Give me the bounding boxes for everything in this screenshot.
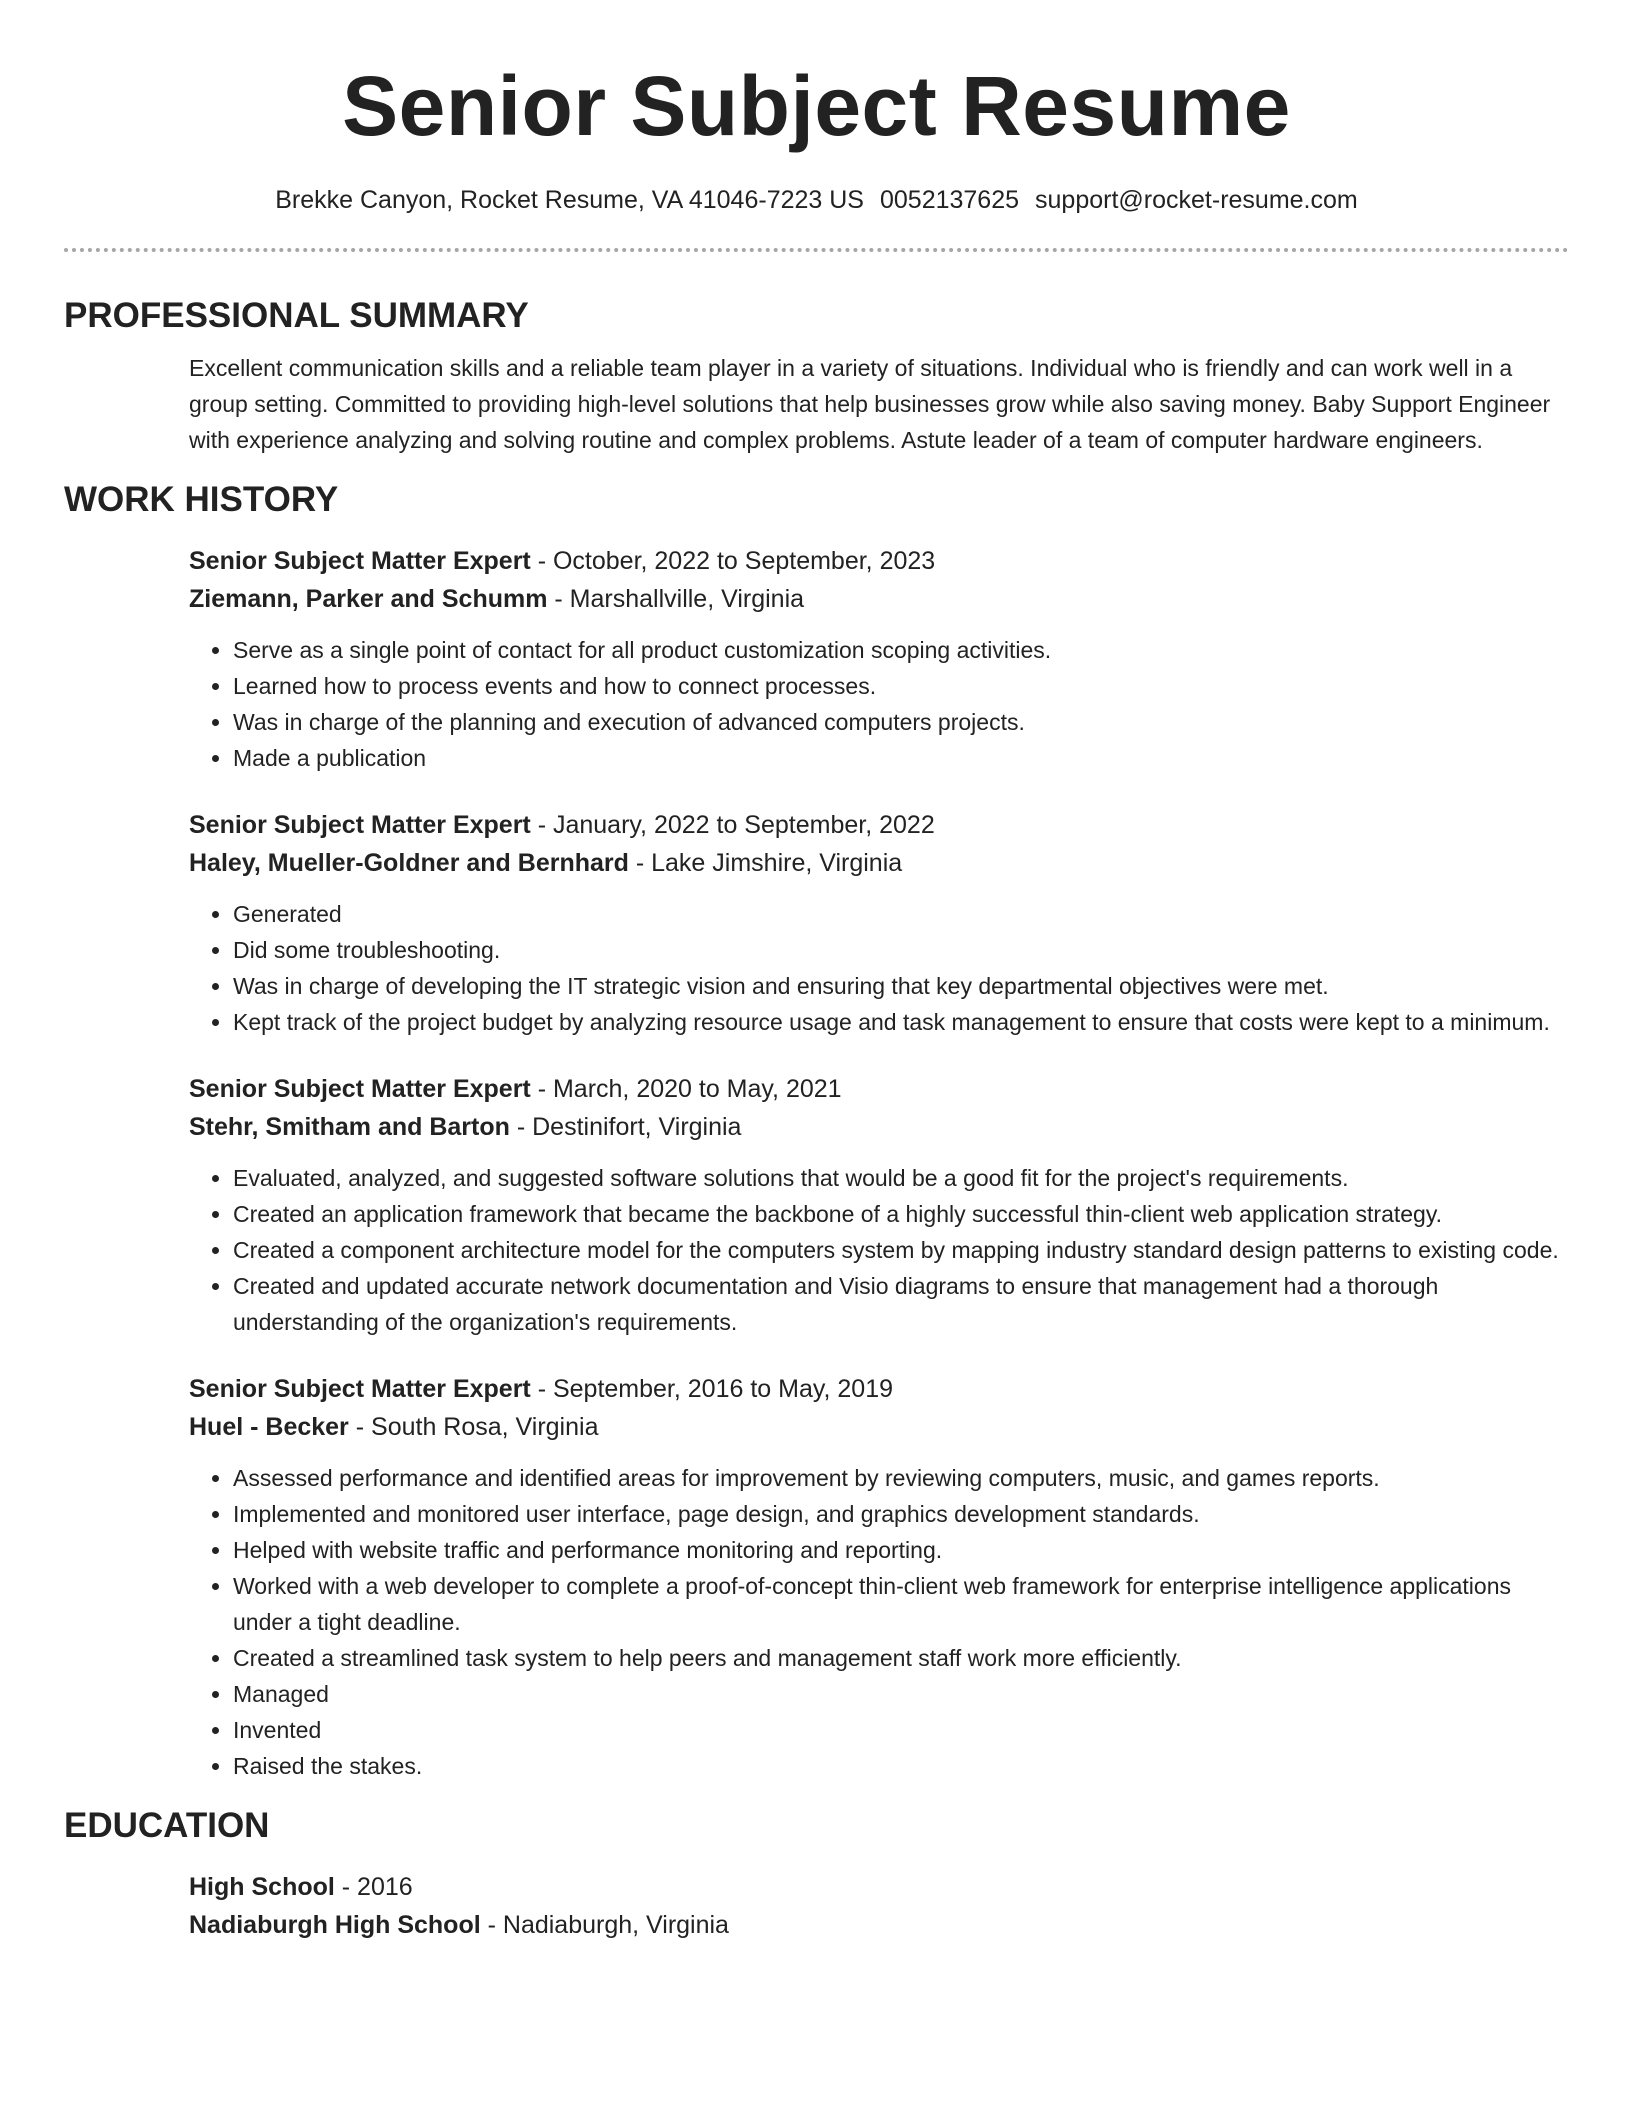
job-role: Senior Subject Matter Expert	[189, 547, 531, 575]
job-dates: - January, 2022 to September, 2022	[530, 811, 935, 839]
job-role: Senior Subject Matter Expert	[189, 1075, 531, 1103]
job-bullet: • Created a component architecture model for the computers system by mapping industry standard design patterns to existing code.	[233, 1232, 1569, 1268]
contact-email[interactable]: support@rocket-resume.com	[1035, 186, 1358, 214]
job-company-line	[189, 1408, 1569, 1446]
job-bullets	[189, 1460, 1569, 1784]
job-role: Senior Subject Matter Expert	[189, 1375, 531, 1403]
education-section-title: EDUCATION	[64, 1806, 270, 1845]
job-entry	[189, 1370, 1569, 1784]
job-bullet: • Was in charge of developing the IT strategic vision and ensuring that key departmental objectives were met.	[233, 968, 1569, 1004]
education-section	[189, 1868, 1569, 1944]
job-entry	[189, 1070, 1569, 1340]
job-role: Senior Subject Matter Expert	[189, 811, 531, 839]
job-bullet: • Generated	[233, 896, 1569, 932]
job-company: Huel - Becker	[189, 1413, 349, 1441]
job-bullet: • Learned how to process events and how to connect processes.	[233, 668, 1569, 704]
job-bullets	[189, 1160, 1569, 1340]
job-bullets	[189, 896, 1569, 1040]
contact-line	[64, 184, 1569, 216]
job-bullet: • Kept track of the project budget by analyzing resource usage and task management to ensure that costs were kept to a minimum.	[233, 1004, 1569, 1040]
job-company-line	[189, 844, 1569, 882]
job-bullet: • Raised the stakes.	[233, 1748, 1569, 1784]
job-title-line	[189, 1070, 1569, 1108]
summary-section	[189, 350, 1569, 458]
summary-section-title: PROFESSIONAL SUMMARY	[64, 296, 529, 335]
job-dates: - October, 2022 to September, 2023	[530, 547, 936, 575]
job-company-line	[189, 580, 1569, 618]
education-degree: High School	[189, 1873, 335, 1901]
header-divider	[64, 248, 1569, 252]
job-bullet: • Did some troubleshooting.	[233, 932, 1569, 968]
job-bullet: • Created a streamlined task system to help peers and management staff work more efficiently.	[233, 1640, 1569, 1676]
contact-phone: 0052137625	[879, 186, 1020, 214]
resume-page	[64, 0, 1569, 1944]
job-bullet: • Made a publication	[233, 740, 1569, 776]
job-location: - South Rosa, Virginia	[348, 1413, 599, 1441]
education-degree-line	[189, 1868, 1569, 1906]
job-bullet: • Assessed performance and identified areas for improvement by reviewing computers, music, and games reports.	[233, 1460, 1569, 1496]
job-bullet: • Helped with website traffic and performance monitoring and reporting.	[233, 1532, 1569, 1568]
job-bullet: • Implemented and monitored user interface, page design, and graphics development standards.	[233, 1496, 1569, 1532]
work-section	[189, 542, 1569, 1784]
job-company: Haley, Mueller-Goldner and Bernhard	[189, 849, 629, 877]
job-bullets	[189, 632, 1569, 776]
education-school: Nadiaburgh High School	[189, 1911, 481, 1939]
job-bullet: • Evaluated, analyzed, and suggested software solutions that would be a good fit for the project's requirements.	[233, 1160, 1569, 1196]
job-dates: - March, 2020 to May, 2021	[530, 1075, 842, 1103]
job-title-line	[189, 542, 1569, 580]
job-company: Stehr, Smitham and Barton	[189, 1113, 510, 1141]
job-title-line	[189, 1370, 1569, 1408]
job-entry	[189, 806, 1569, 1040]
job-bullet: • Managed	[233, 1676, 1569, 1712]
education-year: - 2016	[334, 1873, 413, 1901]
resume-name: Senior Subject Resume	[342, 59, 1291, 153]
job-location: - Destinifort, Virginia	[509, 1113, 742, 1141]
job-bullet: • Worked with a web developer to complete a proof-of-concept thin-client web framework for enterprise intelligence applications under a tight deadline.	[233, 1568, 1569, 1640]
job-location: - Lake Jimshire, Virginia	[628, 849, 903, 877]
contact-address: Brekke Canyon, Rocket Resume, VA 41046-7223 US	[275, 186, 864, 214]
job-dates: - September, 2016 to May, 2019	[530, 1375, 894, 1403]
education-location: - Nadiaburgh, Virginia	[480, 1911, 729, 1939]
job-bullet: • Was in charge of the planning and execution of advanced computers projects.	[233, 704, 1569, 740]
job-bullet: • Invented	[233, 1712, 1569, 1748]
summary-text: Excellent communication skills and a reliable team player in a variety of situations. Individual who is friendly and can work well in a group setting. Committed to providing high-level solutions that help businesses grow while also saving money. Baby Support Engineer with experience analyzing and solving routine and complex problems. Astute leader of a team of computer hardware engineers.	[189, 355, 1551, 453]
education-school-line	[189, 1906, 1569, 1944]
job-title-line	[189, 806, 1569, 844]
job-entry	[189, 542, 1569, 776]
job-bullet: • Created an application framework that became the backbone of a highly successful thin-client web application strategy.	[233, 1196, 1569, 1232]
job-bullet: • Created and updated accurate network documentation and Visio diagrams to ensure that management had a thorough understanding of the organization's requirements.	[233, 1268, 1569, 1340]
job-bullet: • Serve as a single point of contact for all product customization scoping activities.	[233, 632, 1569, 668]
job-company-line	[189, 1108, 1569, 1146]
job-location: - Marshallville, Virginia	[547, 585, 805, 613]
work-section-title: WORK HISTORY	[64, 480, 339, 519]
job-company: Ziemann, Parker and Schumm	[189, 585, 548, 613]
